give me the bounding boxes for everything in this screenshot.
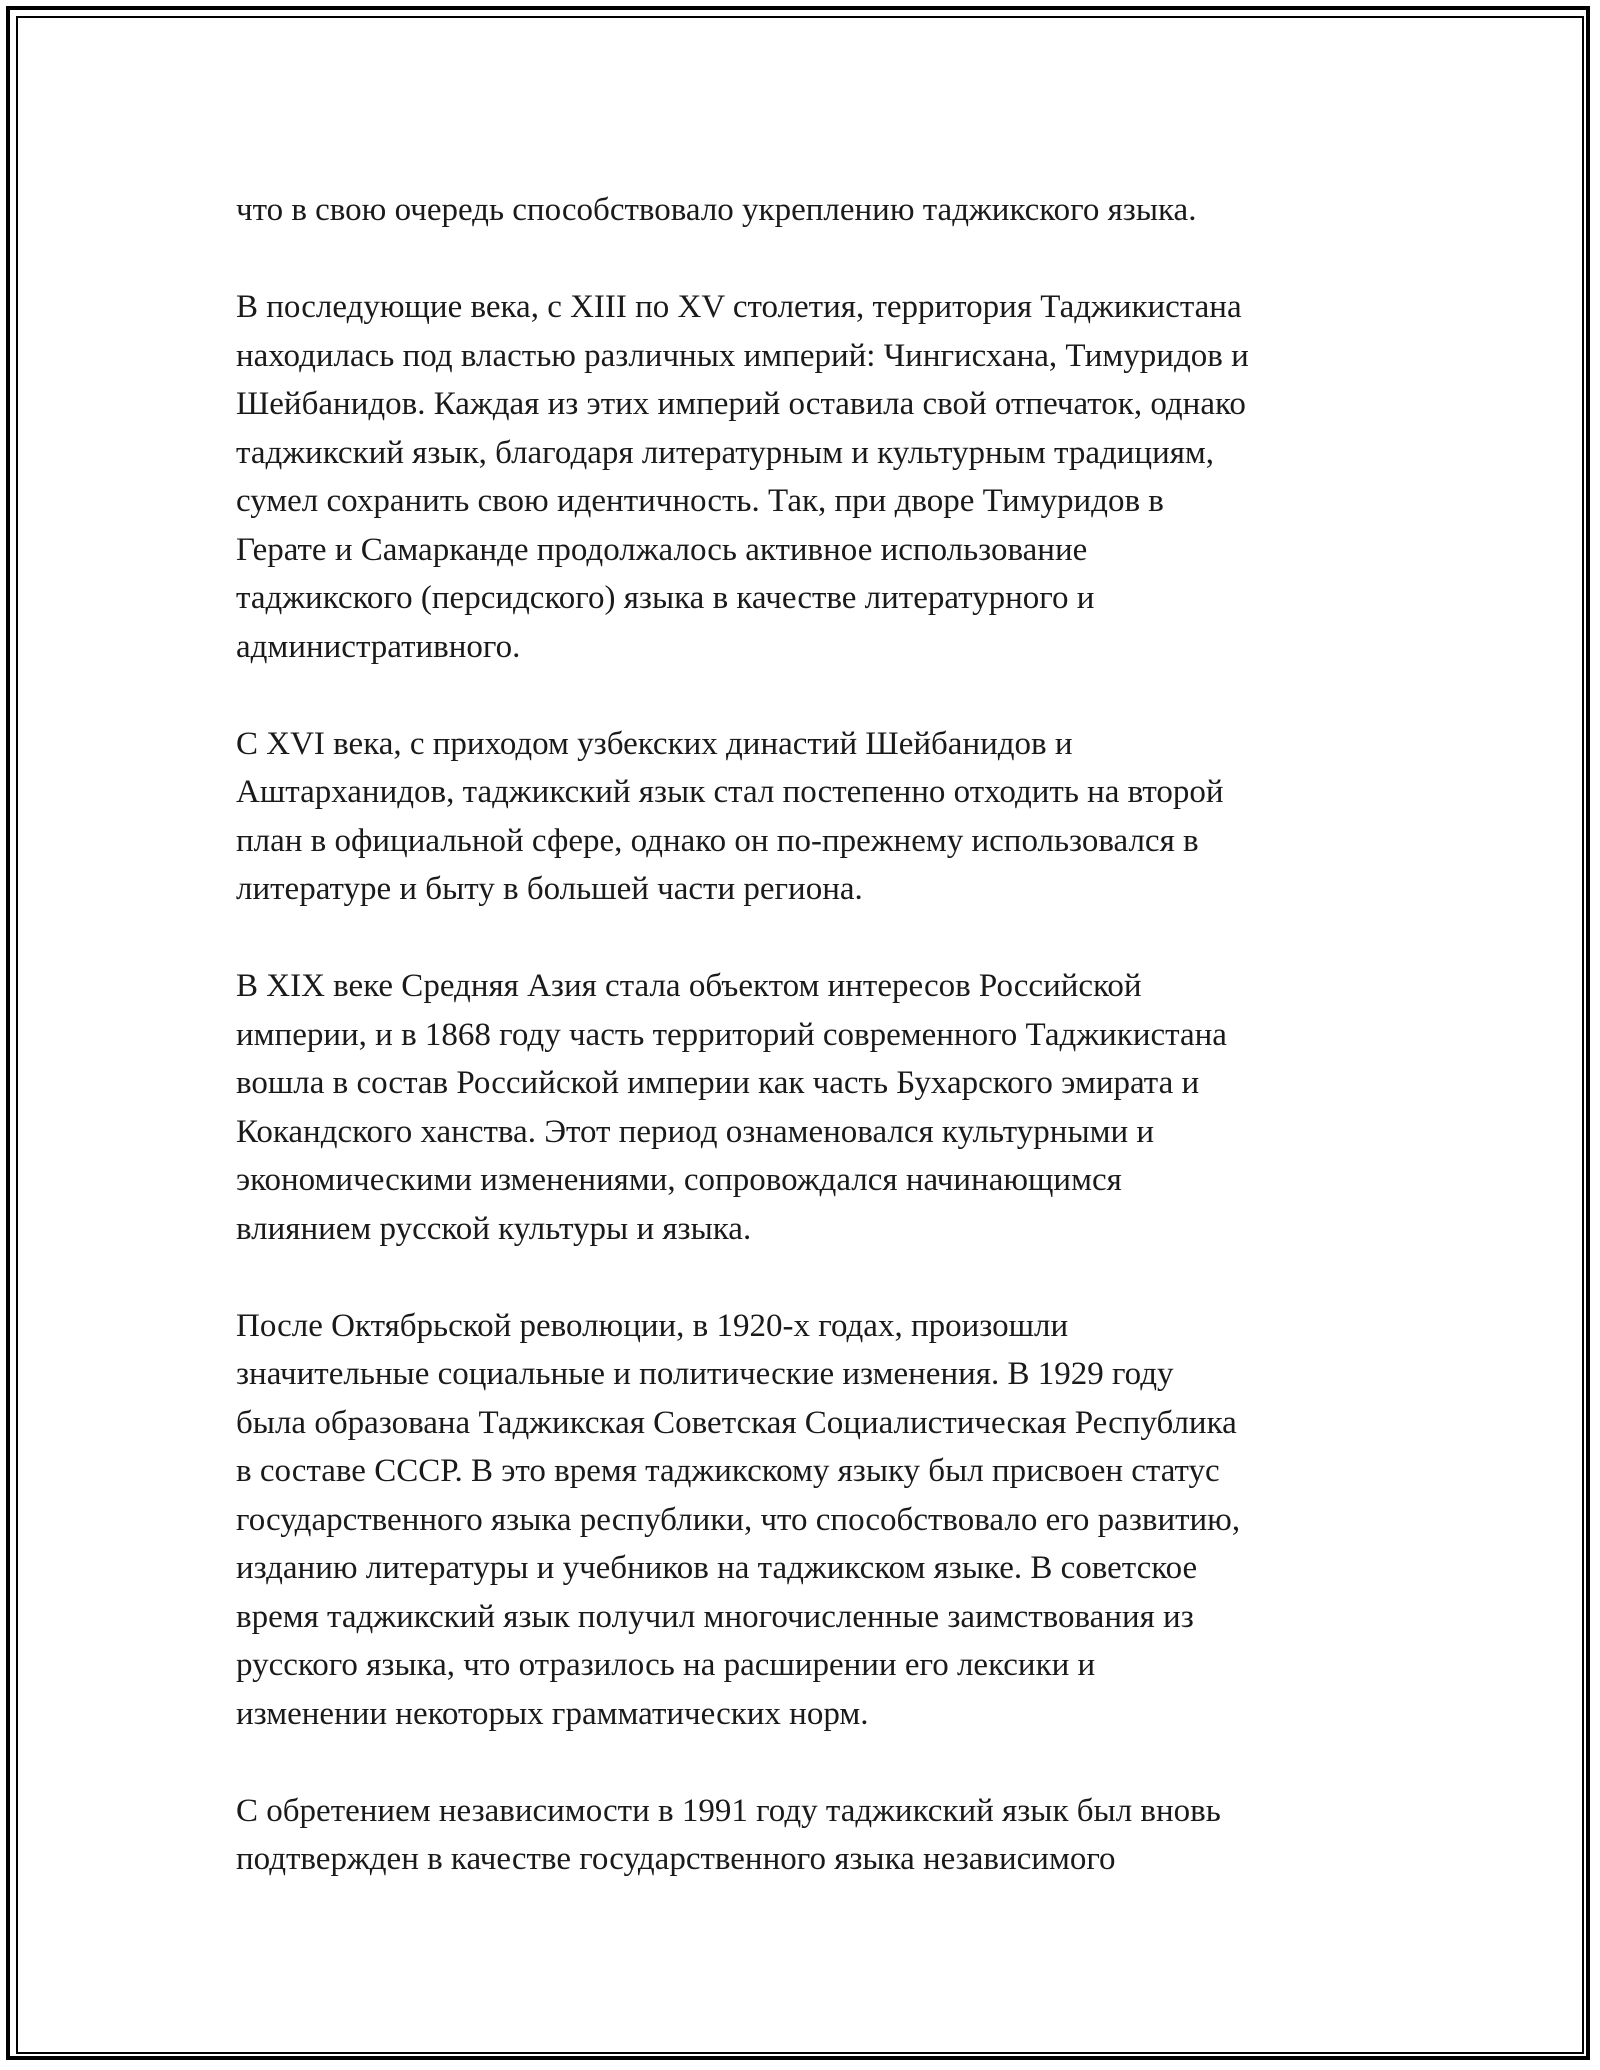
text-line: таджикского (персидского) языка в качестве литературного и (236, 580, 1095, 616)
text-line: таджикский язык, благодаря литературным и культурным традициям, (236, 434, 1215, 471)
text-line: государственного языка республики, что способствовало его развитию, (236, 1501, 1241, 1538)
text-line: что в свою очередь способствовало укреплению таджикского языка. (236, 192, 1197, 228)
text-line: экономическими изменениями, сопровождался начинающимся (236, 1162, 1122, 1198)
paragraph (236, 1302, 1416, 1739)
text-line: Шейбанидов. Каждая из этих империй оставила свой отпечаток, однако (236, 386, 1246, 422)
text-line: В XIX веке Средняя Азия стала объектом интересов Российской (236, 968, 1142, 1004)
text-line: время таджикский язык получил многочисленные заимствования из (236, 1598, 1194, 1635)
text-line: находилась под властью различных империй: Чингисхана, Тимуридов и (236, 337, 1249, 374)
text-line: административного. (236, 628, 521, 665)
text-line: подтвержден в качестве государственного языка независимого (236, 1841, 1116, 1877)
text-line: После Октябрьской революции, в 1920-х годах, произошли (236, 1307, 1069, 1344)
text-line: влиянием русской культуры и языка. (236, 1210, 752, 1247)
text-line: Кокандского ханства. Этот период ознаменовался культурными и (236, 1113, 1155, 1150)
document-body (236, 186, 1416, 1932)
text-line: С обретением независимости в 1991 году таджикский язык был вновь (236, 1792, 1221, 1829)
text-line: русского языка, что отразилось на расширении его лексики и (236, 1647, 1096, 1683)
text-line: значительные социальные и политические изменения. В 1929 году (236, 1356, 1174, 1392)
text-line: в составе СССР. В это время таджикскому языку был присвоен статус (236, 1453, 1220, 1489)
text-line: империи, и в 1868 году часть территорий современного Таджикистана (236, 1016, 1227, 1053)
paragraph (236, 1787, 1416, 1884)
text-line: вошла в состав Российской империи как часть Бухарского эмирата и (236, 1065, 1200, 1101)
text-line: Аштарханидов, таджикский язык стал постепенно отходить на второй (236, 774, 1224, 810)
text-line: план в официальной сфере, однако он по-прежнему использовался в (236, 822, 1199, 859)
text-line: С XVI века, с приходом узбекских династий Шейбанидов и (236, 725, 1073, 762)
text-line: изменении некоторых грамматических норм. (236, 1695, 869, 1732)
text-line: сумел сохранить свою идентичность. Так, при дворе Тимуридов в (236, 483, 1164, 519)
text-line: изданию литературы и учебников на таджикском языке. В советское (236, 1550, 1198, 1586)
text-line: была образована Таджикская Советская Социалистическая Республика (236, 1404, 1237, 1441)
paragraph (236, 720, 1416, 914)
text-line: Герате и Самарканде продолжалось активное использование (236, 531, 1088, 568)
paragraph (236, 283, 1416, 671)
paragraph (236, 962, 1416, 1253)
paragraph (236, 186, 1416, 235)
text-line: В последующие века, с XIII по XV столетия, территория Таджикистана (236, 289, 1242, 325)
text-line: литературе и быту в большей части региона. (236, 871, 863, 907)
